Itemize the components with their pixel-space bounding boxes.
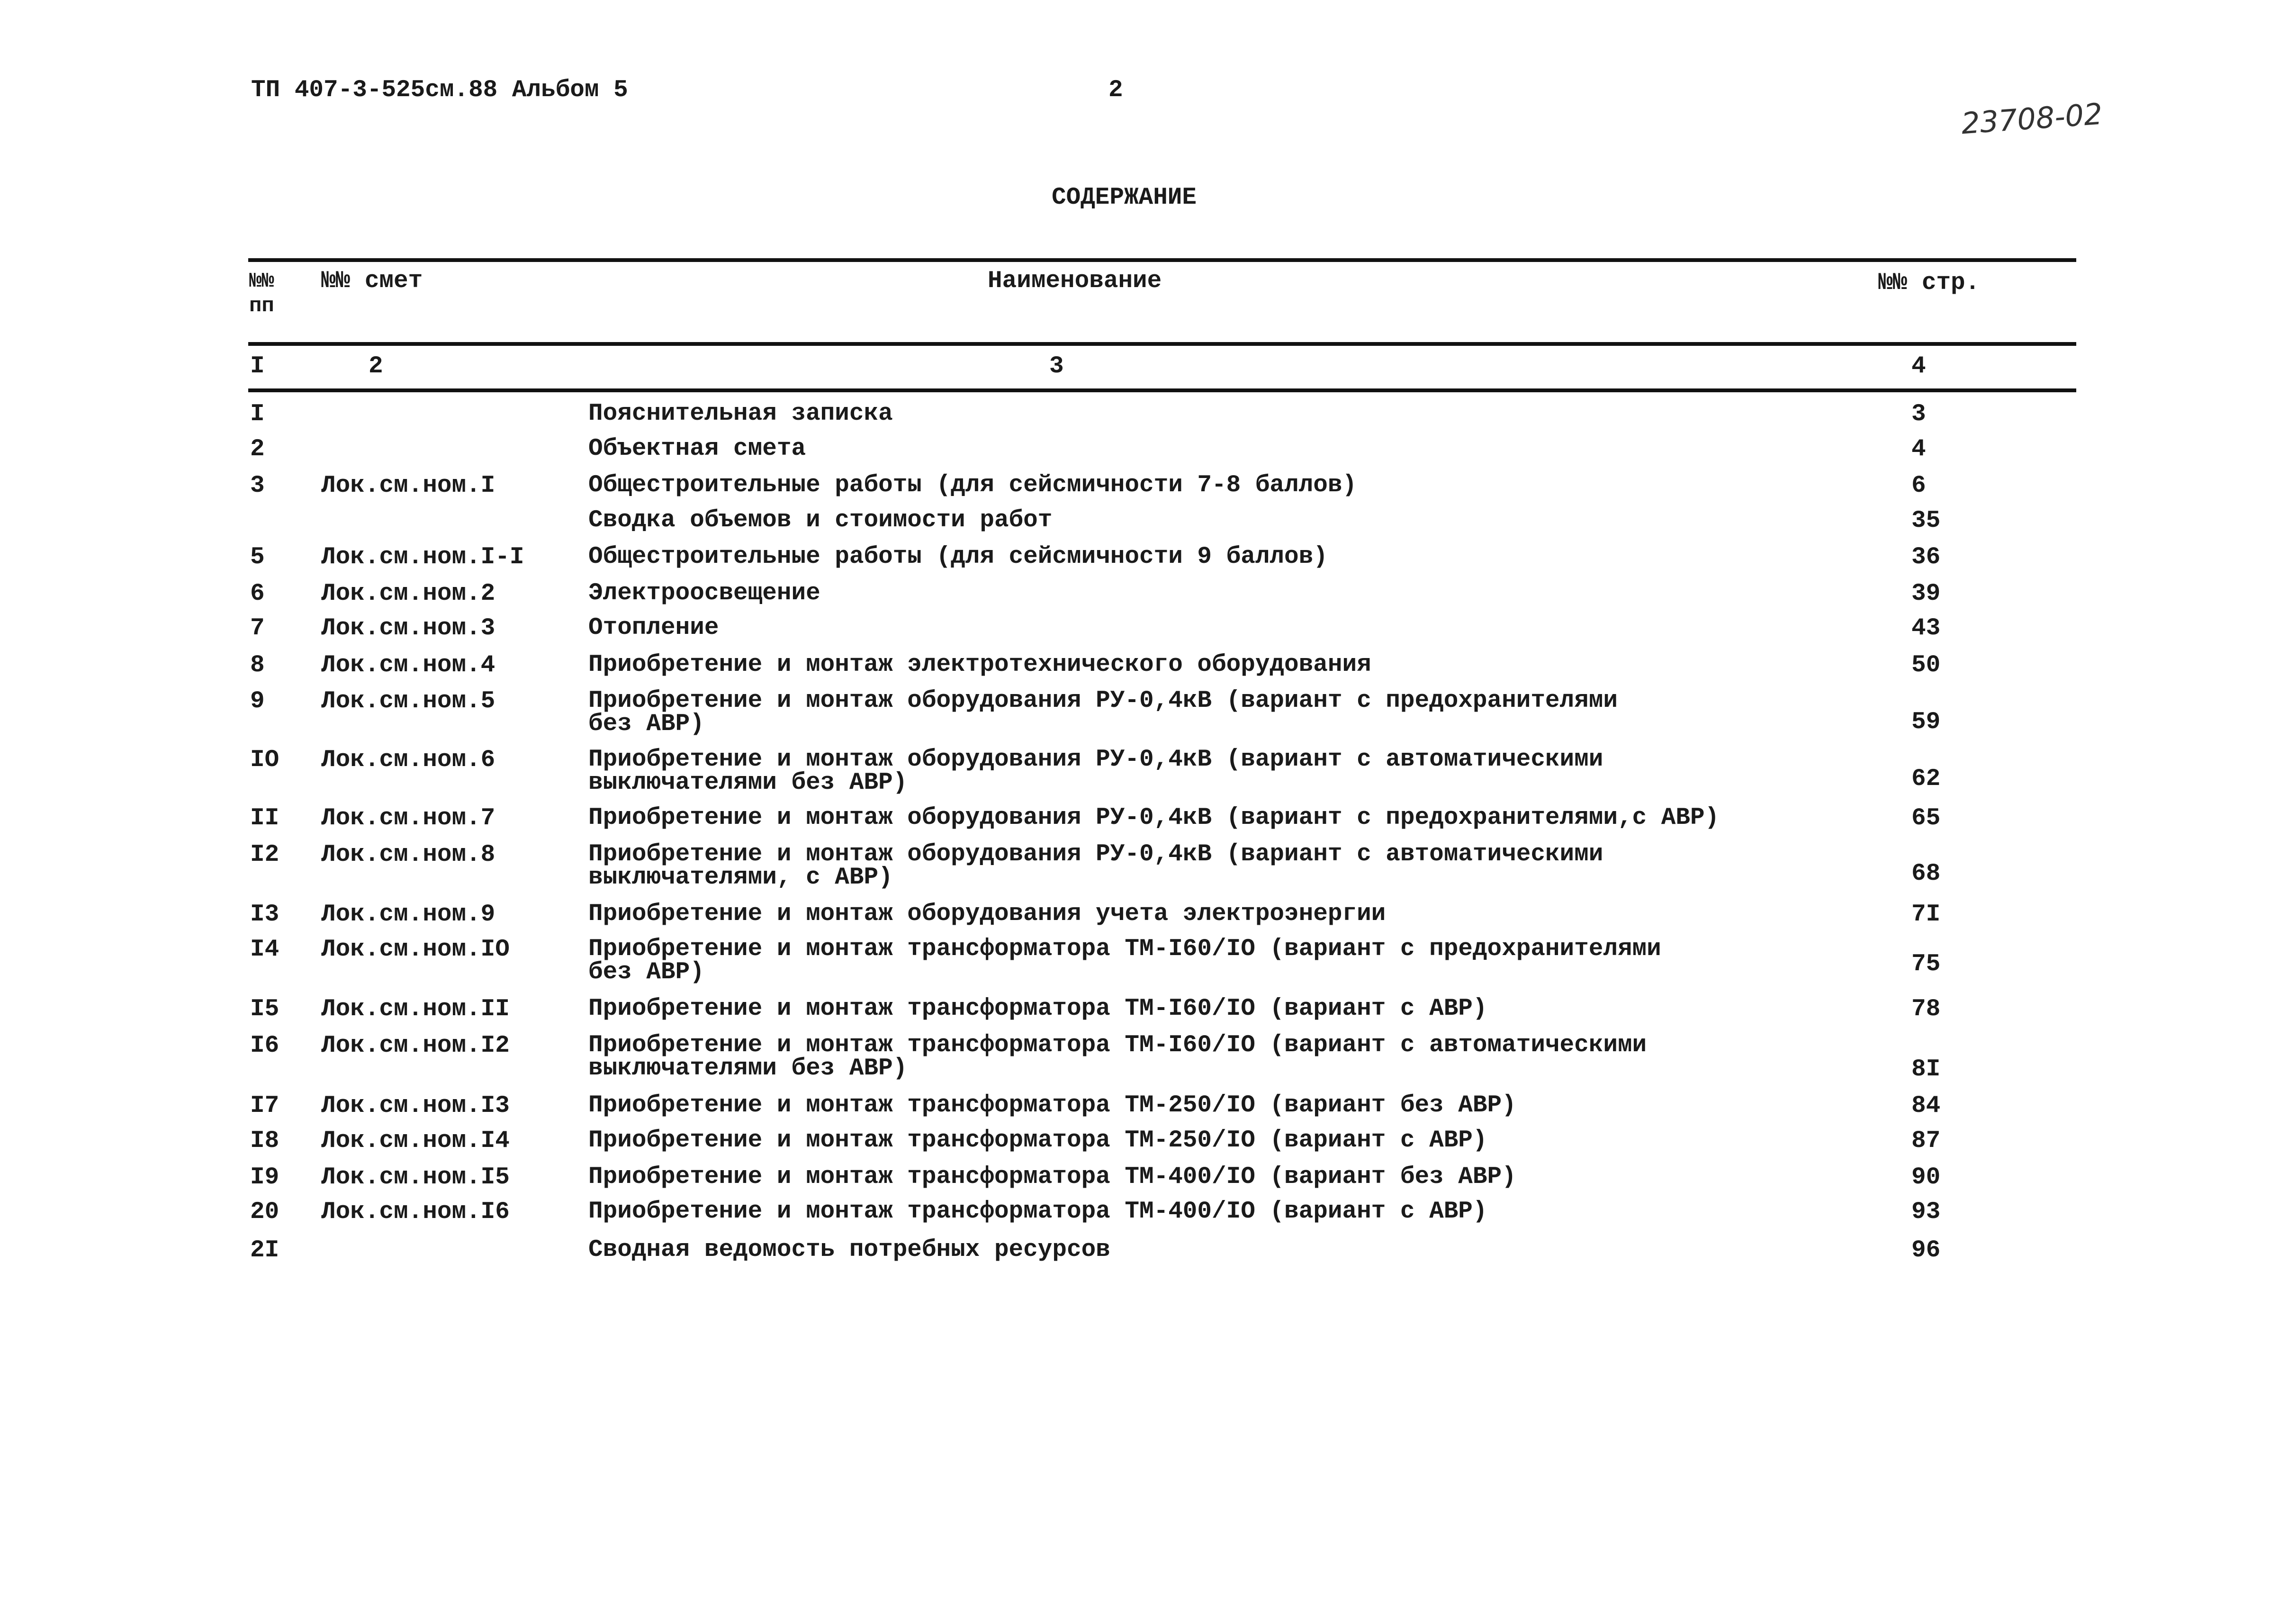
column-number-4: 4	[1911, 353, 1926, 380]
row-name: Приобретение и монтаж трансформатора ТМ-400/IO (вариант без АВР)	[588, 1164, 1516, 1191]
row-name: Электроосвещение	[588, 580, 820, 607]
header-bottom-rule	[248, 342, 2076, 346]
column-number-1: I	[250, 353, 265, 380]
row-estimate: Лок.см.ном.9	[321, 901, 495, 928]
row-estimate: Лок.см.ном.8	[321, 841, 495, 868]
row-estimate: Лок.см.ном.6	[321, 747, 495, 774]
row-name: Приобретение и монтаж электротехнического оборудования	[588, 651, 1371, 678]
row-page: 62	[1911, 766, 1941, 793]
row-name: Общестроительные работы (для сейсмичности 9 баллов)	[588, 543, 1328, 570]
row-number: I9	[250, 1164, 279, 1191]
row-number: IO	[250, 747, 279, 774]
row-number: I3	[250, 901, 279, 928]
handwritten-number: 23708-02	[1960, 96, 2104, 141]
row-estimate: Лок.см.ном.4	[321, 652, 495, 679]
row-page: 78	[1911, 996, 1941, 1023]
row-number: 20	[250, 1199, 279, 1226]
header-num-line1: №№	[249, 270, 274, 293]
row-page: 75	[1911, 951, 1941, 978]
row-name: Общестроительные работы (для сейсмичности 7-8 баллов)	[588, 472, 1357, 499]
row-name: Приобретение и монтаж оборудования РУ-0,4кВ (вариант с автоматическими выключателями, с АВР)	[588, 841, 1603, 891]
table-top-rule	[248, 258, 2076, 262]
row-page: 50	[1911, 652, 1941, 679]
row-name: Приобретение и монтаж трансформатора ТМ-I60/IO (вариант с АВР)	[588, 995, 1487, 1022]
row-name: Сводная ведомость потребных ресурсов	[588, 1236, 1110, 1263]
column-numbers-rule	[248, 388, 2076, 392]
page-number: 2	[1108, 77, 1123, 104]
column-number-2: 2	[369, 353, 383, 380]
row-page: 87	[1911, 1128, 1941, 1155]
row-number: 2	[250, 436, 265, 463]
row-name: Приобретение и монтаж оборудования РУ-0,4кВ (вариант с предохранителями,с АВР)	[588, 804, 1720, 831]
row-number: I8	[250, 1128, 279, 1155]
row-estimate: Лок.см.ном.2	[321, 580, 495, 607]
row-name: Приобретение и монтаж трансформатора ТМ-250/IO (вариант с АВР)	[588, 1127, 1487, 1154]
row-estimate: Лок.см.ном.I4	[321, 1128, 510, 1155]
row-number: 2I	[250, 1237, 279, 1264]
row-estimate: Лок.см.ном.I5	[321, 1164, 510, 1191]
row-estimate: Лок.см.ном.II	[321, 996, 510, 1023]
row-page: 65	[1911, 805, 1941, 832]
row-estimate: Лок.см.ном.7	[321, 805, 495, 832]
row-page: 3	[1911, 401, 1926, 428]
row-name: Приобретение и монтаж трансформатора ТМ-I60/IO (вариант с предохранителями без АВР)	[588, 936, 1661, 986]
row-number: 3	[250, 472, 265, 499]
row-number: 7	[250, 615, 265, 642]
row-number: 6	[250, 580, 265, 607]
row-name: Объектная смета	[588, 435, 806, 462]
row-name: Приобретение и монтаж трансформатора ТМ-400/IO (вариант с АВР)	[588, 1198, 1487, 1225]
row-number: I5	[250, 996, 279, 1023]
row-estimate: Лок.см.ном.I2	[321, 1032, 510, 1059]
row-number: I4	[250, 936, 279, 963]
row-page: 96	[1911, 1237, 1941, 1264]
row-page: 4	[1911, 436, 1926, 463]
row-name: Приобретение и монтаж оборудования РУ-0,4кВ (вариант с предохранителями без АВР)	[588, 687, 1618, 738]
row-page: 90	[1911, 1164, 1941, 1191]
page-title: СОДЕРЖАНИЕ	[1051, 184, 1197, 211]
row-number: 9	[250, 688, 265, 715]
row-number: II	[250, 805, 279, 832]
row-page: 8I	[1911, 1056, 1941, 1083]
row-estimate: Лок.см.ном.I-I	[321, 544, 524, 571]
row-name: Приобретение и монтаж трансформатора ТМ-250/IO (вариант без АВР)	[588, 1092, 1516, 1119]
row-estimate: Лок.см.ном.I6	[321, 1199, 510, 1226]
row-number: I	[250, 401, 265, 428]
row-name: Приобретение и монтаж трансформатора ТМ-I60/IO (вариант с автоматическими выключателями без АВР)	[588, 1032, 1647, 1082]
row-page: 36	[1911, 544, 1941, 571]
row-name: Приобретение и монтаж оборудования РУ-0,4кВ (вариант с автоматическими выключателями без АВР)	[588, 746, 1603, 796]
row-number: I6	[250, 1032, 279, 1059]
header-page: №№ стр.	[1878, 270, 1980, 297]
row-number: I7	[250, 1092, 279, 1119]
row-page: 43	[1911, 615, 1941, 642]
row-name: Приобретение и монтаж оборудования учета электроэнергии	[588, 901, 1386, 928]
row-name: Сводка объемов и стоимости работ	[588, 507, 1053, 534]
row-number: 8	[250, 652, 265, 679]
row-estimate: Лок.см.ном.IO	[321, 936, 510, 963]
row-name: Отопление	[588, 614, 719, 641]
header-estimate: №№ смет	[321, 268, 423, 295]
row-page: 84	[1911, 1092, 1941, 1119]
row-page: 93	[1911, 1199, 1941, 1226]
header-num-line2: пп	[249, 294, 274, 318]
row-page: 68	[1911, 860, 1941, 887]
row-page: 35	[1911, 507, 1941, 534]
row-estimate: Лок.см.ном.I	[321, 472, 495, 499]
column-number-3: 3	[1049, 353, 1064, 380]
row-estimate: Лок.см.ном.3	[321, 615, 495, 642]
row-estimate: Лок.см.ном.I3	[321, 1092, 510, 1119]
row-name: Пояснительная записка	[588, 400, 893, 427]
row-number: I2	[250, 841, 279, 868]
row-page: 7I	[1911, 901, 1941, 928]
row-page: 6	[1911, 472, 1926, 499]
row-page: 59	[1911, 709, 1941, 736]
row-page: 39	[1911, 580, 1941, 607]
document-code: ТП 407-3-525см.88 Альбом 5	[251, 77, 628, 104]
row-estimate: Лок.см.ном.5	[321, 688, 495, 715]
header-name: Наименование	[988, 268, 1162, 295]
row-number: 5	[250, 544, 265, 571]
